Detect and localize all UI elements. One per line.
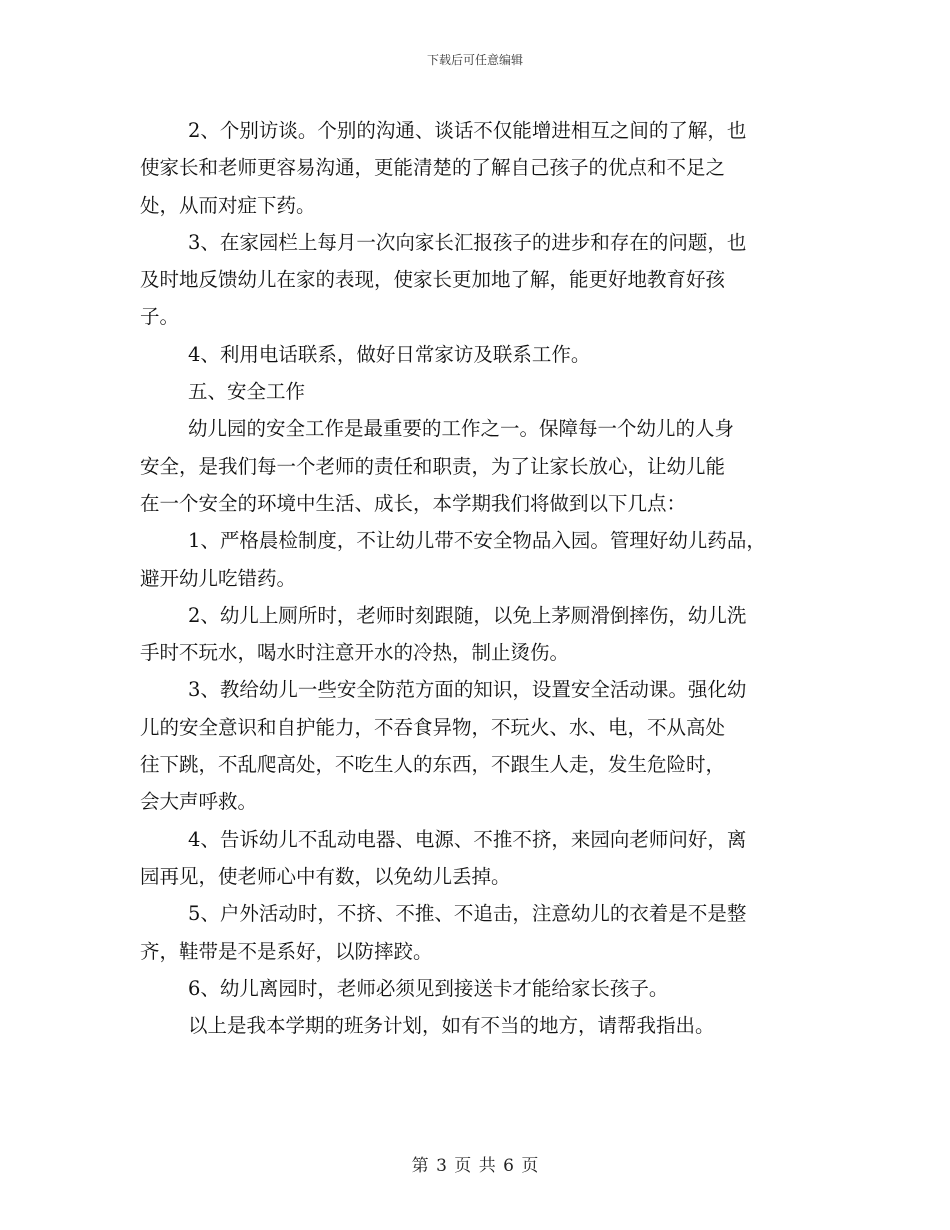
text-line: 5、户外活动时，不挤、不推、不追击，注意幼儿的衣着是不是整: [188, 902, 747, 926]
text-line: 2、个别访谈。个别的沟通、谈话不仅能增进相互之间的了解，也: [188, 119, 747, 142]
text-line: 使家长和老师更容易沟通，更能清楚的了解自己孩子的优点和不足之: [140, 156, 726, 180]
text-line: 2、幼儿上厕所时，老师时刻跟随，以免上茅厕滑倒摔伤，幼儿洗: [188, 603, 747, 627]
text-line: 3、教给幼儿一些安全防范方面的知识，设置安全活动课。强化幼: [188, 678, 747, 702]
text-line: 安全，是我们每一个老师的责任和职责，为了让家长放心，让幼儿能: [140, 454, 726, 478]
text-line: 1、严格晨检制度，不让幼儿带不安全物品入园。管理好幼儿药品，: [188, 529, 766, 553]
text-line: 子。: [140, 305, 180, 329]
text-line: 处，从而对症下药。: [140, 193, 316, 217]
text-line: 以上是我本学期的班务计划，如有不当的地方，请帮我指出。: [188, 1014, 715, 1038]
text-line: 会大声呼救。: [140, 790, 258, 814]
text-line: 园再见，使老师心中有数，以免幼儿丢掉。: [140, 864, 511, 888]
text-line: 6、幼儿离园时，老师必须见到接送卡才能给家长孩子。: [188, 976, 669, 1000]
text-line: 往下跳，不乱爬高处，不吃生人的东西，不跟生人走，发生危险时，: [140, 753, 726, 777]
text-line: 在一个安全的环境中生活、成长，本学期我们将做到以下几点：: [140, 491, 687, 515]
text-line: 避开幼儿吃错药。: [140, 566, 297, 590]
page-header-note: 下载后可任意编辑: [426, 53, 523, 67]
text-line: 幼儿园的安全工作是最重要的工作之一。保障每一个幼儿的人身: [188, 417, 735, 441]
document-body: [140, 112, 820, 1044]
text-line: 手时不玩水，喝水时注意开水的冷热，制止烫伤。: [140, 641, 570, 665]
section-heading: 五、安全工作: [188, 380, 306, 404]
text-line: 4、利用电话联系，做好日常家访及联系工作。: [188, 342, 591, 366]
text-line: 及时地反馈幼儿在家的表现，使家长更加地了解，能更好地教育好孩: [140, 268, 726, 292]
text-line: 3、在家园栏上每月一次向家长汇报孩子的进步和存在的问题，也: [188, 230, 747, 254]
text-line: 齐，鞋带是不是系好，以防摔跤。: [140, 939, 433, 963]
text-line: 4、告诉幼儿不乱动电器、电源、不推不挤，来园向老师问好，离: [188, 827, 747, 851]
page-number: 第 3 页 共 6 页: [411, 1156, 539, 1176]
text-line: 儿的安全意识和自护能力，不吞食异物，不玩火、水、电，不从高处: [140, 715, 726, 739]
